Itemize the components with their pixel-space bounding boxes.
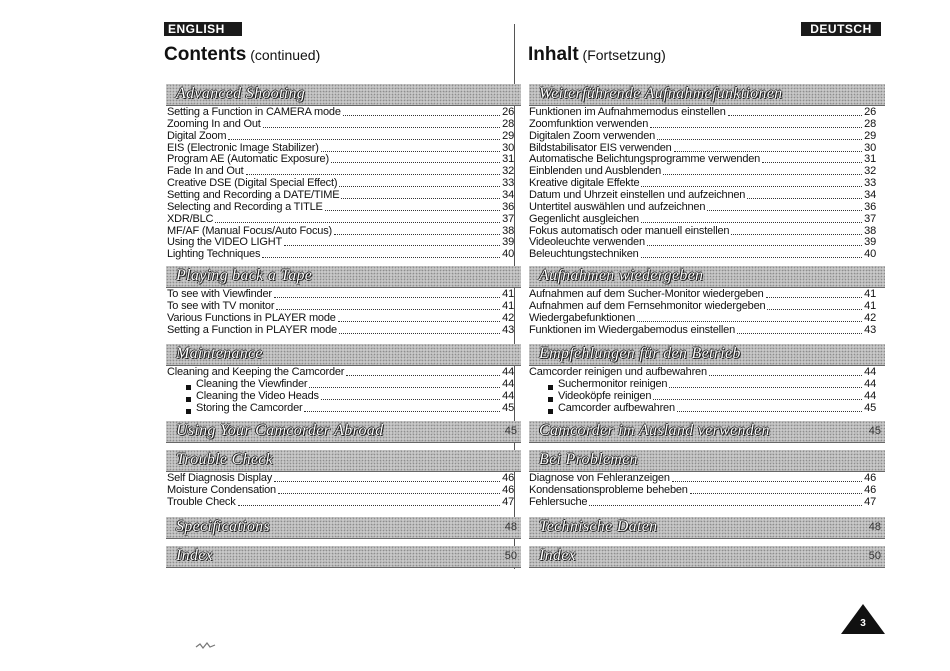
toc-entry-text: Setting a Function in CAMERA mode xyxy=(167,106,341,118)
dot-leader xyxy=(334,233,500,235)
page-number: 3 xyxy=(860,618,866,629)
toc-entry[interactable] xyxy=(167,324,514,336)
language-tag-english: ENGLISH xyxy=(164,22,242,36)
dot-leader xyxy=(766,296,863,298)
dot-leader xyxy=(641,256,863,258)
toc-entry-page: 46 xyxy=(864,484,876,496)
section-title: Playing back a Tape xyxy=(176,267,313,284)
dot-leader xyxy=(767,308,862,310)
section-header xyxy=(166,344,521,366)
toc-entry-page: 39 xyxy=(864,236,876,248)
toc-entry[interactable] xyxy=(529,165,876,177)
toc-entry[interactable] xyxy=(167,248,514,260)
toc-entry-page: 44 xyxy=(502,366,514,378)
toc-entry[interactable] xyxy=(529,496,876,508)
dot-leader xyxy=(762,161,862,163)
section-header xyxy=(166,266,521,288)
dot-leader xyxy=(321,398,500,400)
toc-entry-text: Diagnose von Fehleranzeigen xyxy=(529,472,670,484)
toc-entry-page: 45 xyxy=(502,402,514,414)
dot-leader xyxy=(737,332,862,334)
dot-leader xyxy=(262,256,500,258)
toc-entry-text: Funktionen im Wiedergabemodus einstellen xyxy=(529,324,736,336)
bullet-icon xyxy=(548,409,553,414)
title-sub: (continued) xyxy=(246,47,321,63)
toc-entry[interactable] xyxy=(529,248,876,260)
dot-leader xyxy=(304,410,500,412)
dot-leader xyxy=(339,332,500,334)
toc-entry-text: Camcorder aufbewahren xyxy=(558,402,675,414)
toc-entry[interactable] xyxy=(529,177,876,189)
dot-leader xyxy=(653,398,862,400)
toc-entry-text: Using the VIDEO LIGHT xyxy=(167,236,283,248)
toc-entry[interactable] xyxy=(529,118,876,130)
toc-entry-text: XDR/BLC xyxy=(167,213,214,225)
dot-leader xyxy=(274,480,500,482)
toc-entry-text: Zoomfunktion verwenden xyxy=(529,118,649,130)
toc-entry-page: 42 xyxy=(864,312,876,324)
toc-entry-page: 47 xyxy=(864,496,876,508)
toc-entry-page: 40 xyxy=(864,248,876,260)
toc-entry[interactable] xyxy=(529,472,876,484)
toc-entry[interactable] xyxy=(167,213,514,225)
toc-entry-page: 33 xyxy=(502,177,514,189)
toc-entry-text: Self Diagnosis Display xyxy=(167,472,273,484)
toc-entry[interactable] xyxy=(529,213,876,225)
dot-leader xyxy=(274,296,500,298)
toc-entry[interactable] xyxy=(167,177,514,189)
toc-entry-page: 44 xyxy=(864,378,876,390)
dot-leader xyxy=(647,244,862,246)
toc-entry-page: 26 xyxy=(502,106,514,118)
toc-entry-text: Kondensationsprobleme beheben xyxy=(529,484,688,496)
dot-leader xyxy=(346,374,500,376)
section-title: Weiterführende Aufnahmefunktionen xyxy=(539,85,783,102)
toc-entry-text: Digitalen Zoom verwenden xyxy=(529,130,656,142)
title-main: Inhalt xyxy=(528,44,579,65)
dot-leader xyxy=(321,150,500,152)
toc-entry[interactable] xyxy=(529,300,876,312)
section-title: Camcorder im Ausland verwenden xyxy=(539,422,770,439)
toc-entry-text: Moisture Condensation xyxy=(167,484,276,496)
dot-leader xyxy=(325,209,501,211)
toc-entry-page: 37 xyxy=(864,213,876,225)
section-page-number: 45 xyxy=(504,425,517,437)
dot-leader xyxy=(278,492,500,494)
toc-entry-page: 34 xyxy=(502,189,514,201)
toc-entry-page: 44 xyxy=(502,378,514,390)
section-title: Using Your Camcorder Abroad xyxy=(176,422,384,439)
toc-entry-page: 46 xyxy=(502,472,514,484)
toc-entry-text: Fokus automatisch oder manuell einstellen xyxy=(529,225,730,237)
toc-entry-page: 38 xyxy=(502,225,514,237)
toc-entry-text: Fade In and Out xyxy=(167,165,244,177)
section-header xyxy=(529,450,885,472)
section-header xyxy=(166,546,521,568)
toc-entry-page: 28 xyxy=(502,118,514,130)
toc-entry-text: Gegenlicht ausgleichen xyxy=(529,213,639,225)
toc-entry-page: 39 xyxy=(502,236,514,248)
toc-entry-text: Videoköpfe reinigen xyxy=(558,390,652,402)
toc-entry-text: Setting a Function in PLAYER mode xyxy=(167,324,337,336)
toc-entry[interactable] xyxy=(186,378,514,390)
toc-entry[interactable] xyxy=(529,288,876,300)
toc-entry-text: Funktionen im Aufnahmemodus einstellen xyxy=(529,106,726,118)
toc-entry[interactable] xyxy=(529,106,876,118)
toc-entry-text: To see with TV monitor xyxy=(167,300,275,312)
toc-entry[interactable] xyxy=(167,484,514,496)
toc-entry-text: Cleaning the Video Heads xyxy=(196,390,319,402)
toc-entry[interactable] xyxy=(167,288,514,300)
toc-entry-page: 36 xyxy=(864,201,876,213)
toc-entry-text: MF/AF (Manual Focus/Auto Focus) xyxy=(167,225,332,237)
ink-mark xyxy=(195,641,217,651)
toc-entry-page: 32 xyxy=(502,165,514,177)
section-title: Index xyxy=(176,547,214,564)
dot-leader xyxy=(331,161,500,163)
toc-entry-text: Kreative digitale Effekte xyxy=(529,177,640,189)
toc-entry-text: Creative DSE (Digital Special Effect) xyxy=(167,177,338,189)
toc-entry[interactable] xyxy=(167,165,514,177)
section-page-number: 50 xyxy=(868,550,881,562)
bullet-icon xyxy=(186,409,191,414)
toc-entry-page: 41 xyxy=(864,300,876,312)
toc-entry-page: 46 xyxy=(864,472,876,484)
toc-entry[interactable] xyxy=(167,496,514,508)
section-header xyxy=(166,421,521,443)
toc-entry[interactable] xyxy=(167,106,514,118)
section-page-number: 48 xyxy=(868,521,881,533)
section-page-number: 50 xyxy=(504,550,517,562)
dot-leader xyxy=(338,320,500,322)
toc-entry[interactable] xyxy=(186,402,514,414)
title-main: Contents xyxy=(164,44,247,65)
dot-leader xyxy=(731,233,862,235)
toc-entry-page: 41 xyxy=(502,300,514,312)
toc-entry[interactable] xyxy=(167,189,514,201)
section-title: Index xyxy=(539,547,577,564)
toc-entry-page: 28 xyxy=(864,118,876,130)
toc-entry-text: Fehlersuche xyxy=(529,496,588,508)
dot-leader xyxy=(672,480,862,482)
toc-entry[interactable] xyxy=(186,390,514,402)
dot-leader xyxy=(650,126,862,128)
toc-entry-page: 31 xyxy=(864,153,876,165)
section-title: Maintenance xyxy=(176,345,263,362)
toc-entry-page: 34 xyxy=(864,189,876,201)
toc-entry-page: 47 xyxy=(502,496,514,508)
toc-entry-text: Cleaning and Keeping the Camcorder xyxy=(167,366,345,378)
toc-entry-page: 40 xyxy=(502,248,514,260)
page-title-german xyxy=(528,44,666,66)
toc-entry[interactable] xyxy=(167,153,514,165)
language-tag-german: DEUTSCH xyxy=(801,22,881,36)
toc-entry-text: Cleaning the Viewfinder xyxy=(196,378,308,390)
toc-entry-text: Setting and Recording a DATE/TIME xyxy=(167,189,340,201)
dot-leader xyxy=(276,308,500,310)
toc-entry-text: Untertitel auswählen und aufzeichnen xyxy=(529,201,706,213)
page-title-english xyxy=(164,44,320,66)
dot-leader xyxy=(663,173,862,175)
toc-entry[interactable] xyxy=(529,189,876,201)
toc-entry[interactable] xyxy=(529,484,876,496)
toc-entry-page: 44 xyxy=(864,366,876,378)
toc-entry-text: Digital Zoom xyxy=(167,130,227,142)
toc-entry-page: 33 xyxy=(864,177,876,189)
toc-entry[interactable] xyxy=(548,378,876,390)
toc-entry-text: Selecting and Recording a TITLE xyxy=(167,201,323,213)
toc-entry-text: Beleuchtungstechniken xyxy=(529,248,639,260)
section-header xyxy=(529,84,885,106)
dot-leader xyxy=(657,138,862,140)
toc-entry-page: 36 xyxy=(502,201,514,213)
toc-entry-text: To see with Viewfinder xyxy=(167,288,272,300)
toc-entry-page: 41 xyxy=(502,288,514,300)
section-header xyxy=(529,344,885,366)
section-page-number: 48 xyxy=(504,521,517,533)
toc-entry-page: 41 xyxy=(864,288,876,300)
toc-entry-text: Zooming In and Out xyxy=(167,118,261,130)
toc-entry-page: 46 xyxy=(502,484,514,496)
toc-entry[interactable] xyxy=(167,118,514,130)
section-header xyxy=(166,450,521,472)
toc-entry-text: Datum und Uhrzeit einstellen und aufzeichnen xyxy=(529,189,746,201)
toc-entry-text: Various Functions in PLAYER mode xyxy=(167,312,336,324)
toc-entry-text: Wiedergabefunktionen xyxy=(529,312,636,324)
section-header xyxy=(166,84,521,106)
dot-leader xyxy=(341,197,500,199)
toc-entry[interactable] xyxy=(529,201,876,213)
toc-entry-text: EIS (Electronic Image Stabilizer) xyxy=(167,142,319,154)
dot-leader xyxy=(589,504,862,506)
toc-entry[interactable] xyxy=(167,236,514,248)
toc-entry[interactable] xyxy=(167,472,514,484)
dot-leader xyxy=(309,386,500,388)
toc-entry-text: Aufnahmen auf dem Fernsehmonitor wiedergeben xyxy=(529,300,766,312)
toc-entry[interactable] xyxy=(548,390,876,402)
toc-entry-text: Camcorder reinigen und aufbewahren xyxy=(529,366,707,378)
section-title: Aufnahmen wiedergeben xyxy=(539,267,704,284)
dot-leader xyxy=(637,320,862,322)
dot-leader xyxy=(339,185,500,187)
section-page-number: 45 xyxy=(868,425,881,437)
dot-leader xyxy=(215,221,500,223)
toc-entry-text: Program AE (Automatic Exposure) xyxy=(167,153,329,165)
toc-entry-text: Automatische Belichtungsprogramme verwenden xyxy=(529,153,761,165)
toc-entry-page: 31 xyxy=(502,153,514,165)
toc-entry-page: 32 xyxy=(864,165,876,177)
toc-entry-page: 42 xyxy=(502,312,514,324)
toc-entry-text: Aufnahmen auf dem Sucher-Monitor wiedergeben xyxy=(529,288,764,300)
dot-leader xyxy=(690,492,862,494)
toc-entry-page: 38 xyxy=(864,225,876,237)
toc-entry[interactable] xyxy=(167,130,514,142)
section-header xyxy=(166,517,521,539)
toc-entry[interactable] xyxy=(167,312,514,324)
toc-entry-page: 30 xyxy=(502,142,514,154)
toc-entry-page: 44 xyxy=(864,390,876,402)
toc-entry-text: Trouble Check xyxy=(167,496,236,508)
section-header xyxy=(529,421,885,443)
toc-entry[interactable] xyxy=(167,366,514,378)
toc-entry[interactable] xyxy=(167,300,514,312)
section-title: Advanced Shooting xyxy=(176,85,306,102)
dot-leader xyxy=(669,386,862,388)
section-title: Specifications xyxy=(176,518,270,535)
section-title: Technische Daten xyxy=(539,518,658,535)
toc-entry[interactable] xyxy=(529,153,876,165)
toc-entry[interactable] xyxy=(529,236,876,248)
page-number-triangle-icon xyxy=(841,604,885,634)
toc-entry-page: 43 xyxy=(502,324,514,336)
dot-leader xyxy=(246,173,501,175)
dot-leader xyxy=(674,150,863,152)
dot-leader xyxy=(238,504,501,506)
toc-entry-page: 37 xyxy=(502,213,514,225)
dot-leader xyxy=(709,374,862,376)
dot-leader xyxy=(263,126,501,128)
toc-entry[interactable] xyxy=(529,312,876,324)
dot-leader xyxy=(677,410,862,412)
dot-leader xyxy=(747,197,862,199)
section-title: Bei Problemen xyxy=(539,451,638,468)
title-sub: (Fortsetzung) xyxy=(578,47,666,63)
toc-entry[interactable] xyxy=(548,402,876,414)
dot-leader xyxy=(641,185,862,187)
section-title: Trouble Check xyxy=(176,451,274,468)
dot-leader xyxy=(343,114,500,116)
toc-entry[interactable] xyxy=(529,366,876,378)
dot-leader xyxy=(284,244,500,246)
toc-entry-text: Einblenden und Ausblenden xyxy=(529,165,662,177)
dot-leader xyxy=(728,114,863,116)
toc-entry-page: 44 xyxy=(502,390,514,402)
section-title: Empfehlungen für den Betrieb xyxy=(539,345,741,362)
toc-entry[interactable] xyxy=(529,324,876,336)
toc-entry-text: Storing the Camcorder xyxy=(196,402,303,414)
dot-leader xyxy=(641,221,862,223)
toc-entry-page: 43 xyxy=(864,324,876,336)
toc-entry-page: 29 xyxy=(864,130,876,142)
section-header xyxy=(529,517,885,539)
toc-entry-text: Bildstabilisator EIS verwenden xyxy=(529,142,672,154)
toc-entry-page: 30 xyxy=(864,142,876,154)
toc-entry-page: 29 xyxy=(502,130,514,142)
section-header xyxy=(529,266,885,288)
toc-entry-text: Videoleuchte verwenden xyxy=(529,236,645,248)
toc-entry-page: 26 xyxy=(864,106,876,118)
toc-entry-text: Suchermonitor reinigen xyxy=(558,378,668,390)
section-header xyxy=(529,546,885,568)
toc-entry-text: Lighting Techniques xyxy=(167,248,261,260)
toc-entry-page: 45 xyxy=(864,402,876,414)
toc-entry[interactable] xyxy=(167,201,514,213)
toc-entry[interactable] xyxy=(529,130,876,142)
dot-leader xyxy=(228,138,500,140)
dot-leader xyxy=(707,209,862,211)
